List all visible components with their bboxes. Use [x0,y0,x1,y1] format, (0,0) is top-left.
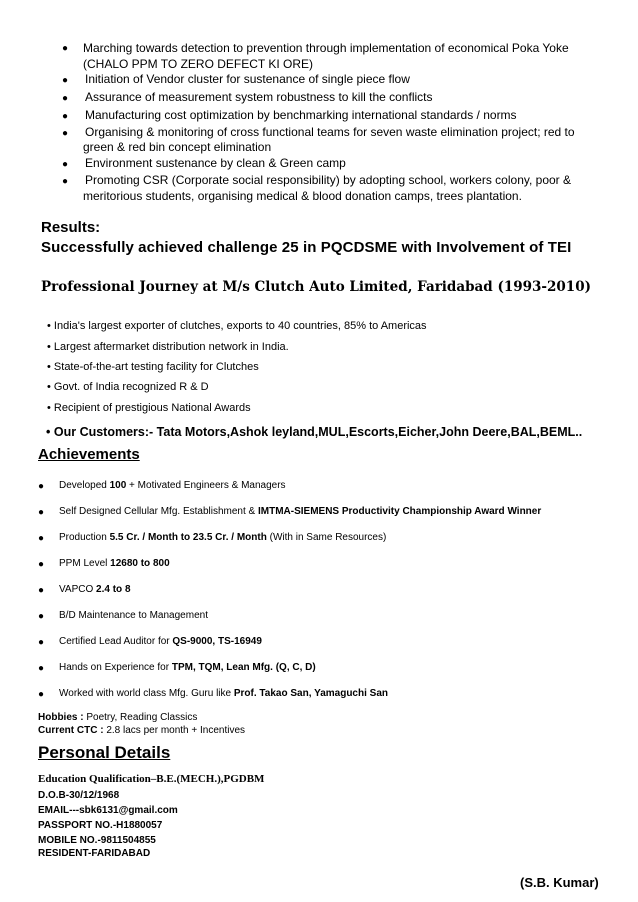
bullet-icon: ● [62,128,69,139]
list-item [59,479,286,492]
customers-line [46,425,582,439]
bullet-icon: ● [38,611,45,622]
list-item [59,687,388,700]
item-text: (With in Same Resources) [266,532,387,543]
item-bold-text: TPM, TQM, Lean Mfg. (Q, C, D) [171,662,316,673]
item-text: Production [59,532,110,543]
list-item-text: Recipient of prestigious National Awards [53,402,251,414]
list-item: Organising & monitoring of cross functional teams for seven waste elimination project; red to [85,125,575,139]
bullet-icon: ● [62,159,69,170]
hobbies-label: Hobbies : [38,712,84,723]
item-bold-text: Prof. Takao San, Yamaguchi San [233,688,389,699]
list-item-text: Govt. of India recognized R & D [53,381,209,393]
list-item: Initiation of Vendor cluster for sustenance of single piece flow [85,72,410,86]
bullet-icon: ● [62,75,69,86]
bullet-icon: • [47,402,51,414]
item-bold-text: 5.5 Cr. / Month to 23.5 Cr. / Month [109,532,267,543]
hobbies-line [38,711,197,724]
mobile-number: MOBILE NO.-9811504855 [38,835,156,846]
bullet-icon: • [47,341,51,353]
dob: D.O.B-30/12/1968 [38,790,120,801]
list-item [47,380,209,394]
list-item-text: India's largest exporter of clutches, exports to 40 countries, 85% to Americas [53,320,427,332]
list-item-continuation: green & red bin concept elimination [83,140,272,154]
email: EMAIL---sbk6131@gmail.com [38,805,178,816]
item-bold-text: 100 [109,480,127,491]
list-item: Manufacturing cost optimization by benchmarking international standards / norms [85,108,517,122]
list-item-continuation: meritorious students, organising medical & blood donation camps, trees plantation. [83,189,522,203]
list-item-continuation: (CHALO PPM TO ZERO DEFECT KI ORE) [83,57,314,71]
item-bold-text: 2.4 to 8 [96,584,131,595]
ctc-label: Current CTC : [38,725,104,736]
bullet-icon: ● [38,689,45,700]
bullet-icon: ● [38,663,45,674]
customers-text: Our Customers:- Tata Motors,Ashok leyland,MUL,Escorts,Eicher,John Deere,BAL,BEML.. [53,425,583,439]
list-item [59,557,170,570]
list-item: Assurance of measurement system robustness to kill the conflicts [85,90,433,104]
item-text: VAPCO [59,584,97,595]
list-item [59,661,316,674]
list-item [47,360,259,374]
journey-heading: Professional Journey at M/s Clutch Auto Limited, Faridabad (1993-2010) [41,279,591,295]
resident: RESIDENT-FARIDABAD [38,848,151,859]
bullet-icon: ● [62,43,69,54]
bullet-icon: ● [62,93,69,104]
list-item [47,319,427,333]
education-qualification: Education Qualification–B.E.(MECH.),PGDBM [38,773,265,785]
item-text: Worked with world class Mfg. Guru like [59,688,234,699]
list-item: Marching towards detection to prevention through implementation of economical Poka Yoke [83,41,569,55]
item-text: Self Designed Cellular Mfg. Establishment & [59,506,258,517]
item-bold-text: QS-9000, TS-16949 [172,636,262,647]
list-item [59,635,262,648]
item-bold-text: IMTMA-SIEMENS Productivity Championship Award Winner [257,506,542,517]
list-item [59,609,208,622]
list-item [47,340,289,354]
bullet-icon: ● [62,111,69,122]
results-heading: Results: [41,219,101,236]
bullet-icon: • [47,381,51,393]
list-item [47,401,251,415]
bullet-icon: • [47,320,51,332]
bullet-icon: • [46,425,51,439]
list-item [59,505,541,518]
signature-name: (S.B. Kumar) [520,875,599,890]
passport-number: PASSPORT NO.-H1880057 [38,820,163,831]
bullet-icon: ● [38,507,45,518]
list-item: Environment sustenance by clean & Green camp [85,156,346,170]
ctc-value: 2.8 lacs per month + Incentives [103,725,246,736]
list-item: Promoting CSR (Corporate social responsibility) by adopting school, workers colony, poor & [85,173,571,187]
item-text: Developed [59,480,110,491]
bullet-icon: ● [38,533,45,544]
bullet-icon: ● [38,559,45,570]
results-statement: Successfully achieved challenge 25 in PQCDSME with Involvement of TEI [41,239,572,256]
list-item-text: Largest aftermarket distribution network in India. [53,341,289,353]
ctc-line [38,724,245,737]
item-text: Hands on Experience for [59,662,172,673]
bullet-icon: ● [38,481,45,492]
bullet-icon: ● [38,585,45,596]
item-text: + Motivated Engineers & Managers [126,480,286,491]
item-text: Certified Lead Auditor for [59,636,173,647]
bullet-icon: ● [62,176,69,187]
bullet-icon: ● [38,637,45,648]
item-text: B/D Maintenance to Management [59,610,208,621]
item-bold-text: 12680 to 800 [110,558,170,569]
hobbies-value: Poetry, Reading Classics [83,712,198,723]
bullet-icon: • [47,361,51,373]
list-item-text: State-of-the-art testing facility for Clutches [53,361,259,373]
personal-details-heading: Personal Details [38,743,171,762]
item-text: PPM Level [59,558,111,569]
list-item [59,531,386,544]
achievements-heading: Achievements [38,446,140,463]
list-item [59,583,131,596]
